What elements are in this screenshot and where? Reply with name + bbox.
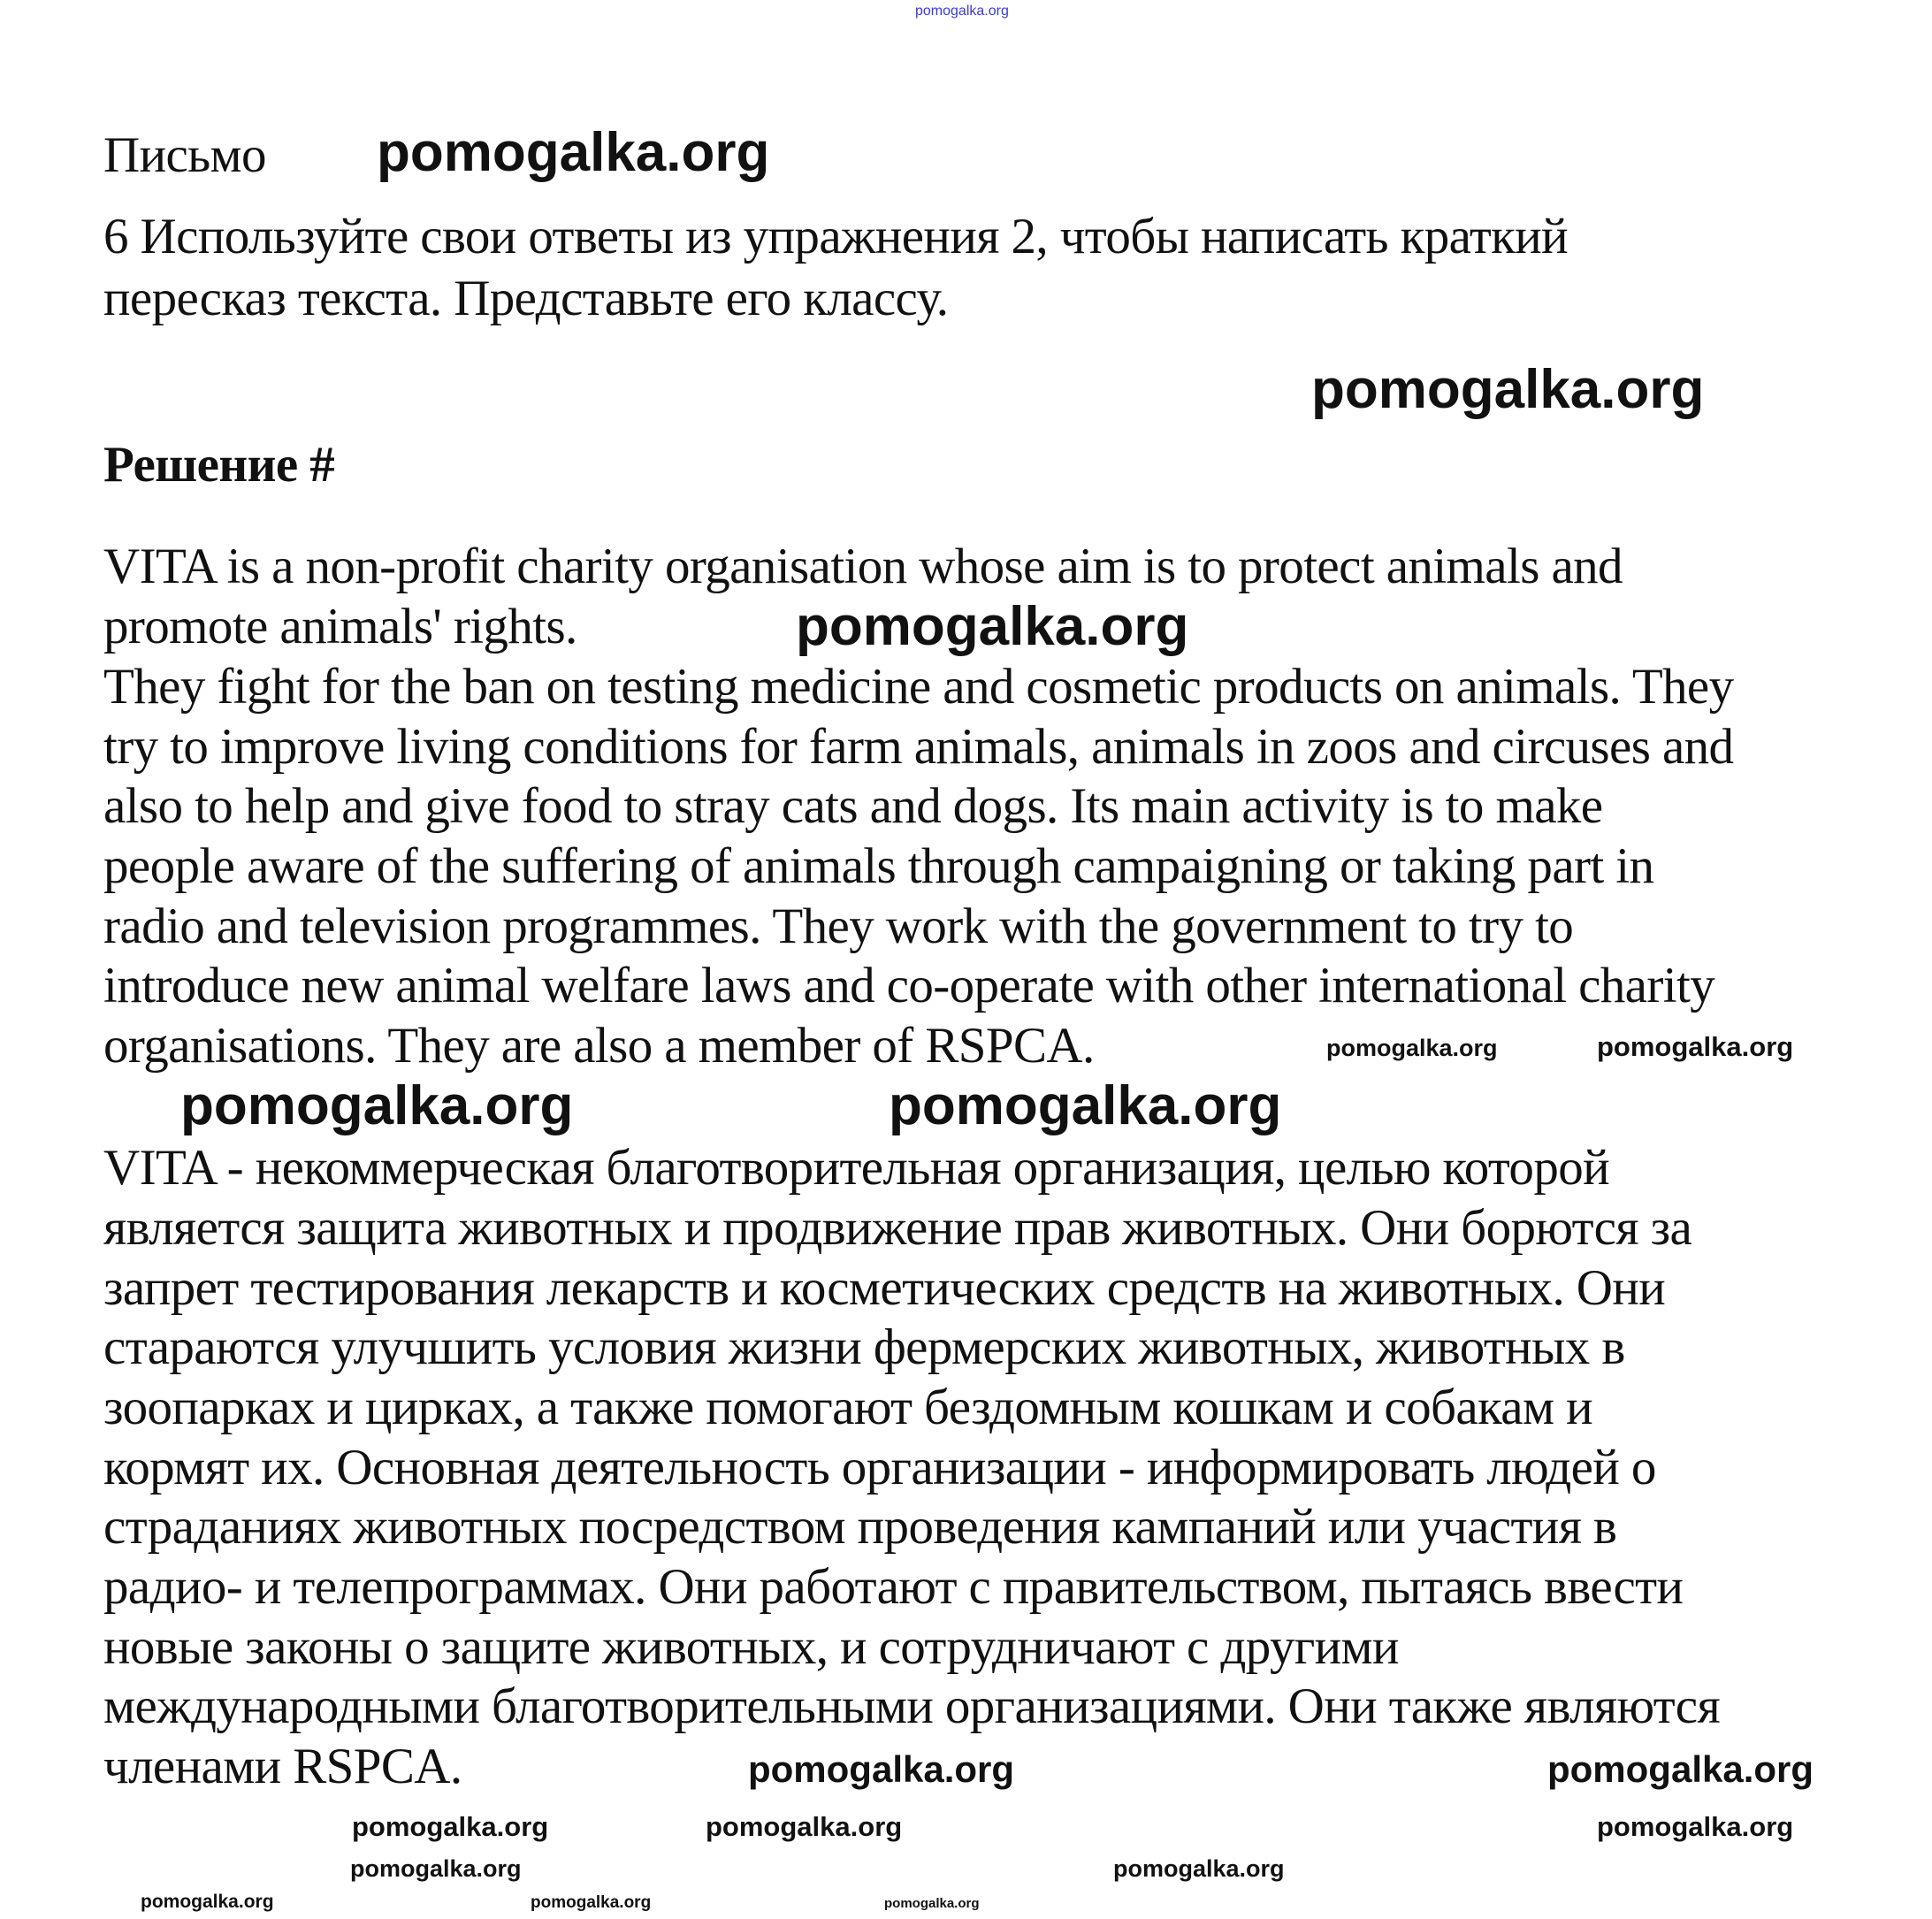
watermark: pomogalka.org [1311,359,1705,420]
russian-line: является защита животных и продвижение прав животных. Они борются за [103,1200,1692,1256]
watermark: pomogalka.org [180,1075,574,1136]
english-line: people aware of the suffering of animals through campaigning or taking part in [103,838,1654,894]
english-line: radio and television programmes. They work with the government to try to [103,898,1574,954]
watermark: pomogalka.org [377,122,770,183]
header-watermark[interactable]: pomogalka.org [915,4,1009,19]
english-line: organisations. They are also a member of RSPCA. [103,1018,1095,1074]
watermark: pomogalka.org [1113,1855,1285,1882]
english-line: VITA is a non-profit charity organisation whose aim is to protect animals and [103,539,1623,594]
russian-line: кормят их. Основная деятельность организации - информировать людей о [103,1440,1656,1495]
watermark: pomogalka.org [748,1748,1015,1790]
watermark: pomogalka.org [1547,1748,1814,1790]
watermark: pomogalka.org [352,1811,549,1842]
russian-line: зоопарках и цирках, а также помогают бездомным кошкам и собакам и [103,1380,1593,1435]
task-line: пересказ текста. Представьте его классу. [103,271,949,326]
english-line: try to improve living conditions for farm animals, animals in zoos and circuses and [103,719,1734,775]
section-title: Письмо [103,127,266,183]
russian-line: страданиях животных посредством проведения кампаний или участия в [103,1499,1617,1555]
solution-heading: Решение # [103,437,335,493]
russian-line: стараются улучшить условия жизни фермерских животных, животных в [103,1319,1625,1375]
watermark: pomogalka.org [1597,1031,1794,1062]
watermark: pomogalka.org [1326,1035,1498,1061]
russian-line: новые законы о защите животных, и сотрудничают с другими [103,1619,1399,1675]
english-line: promote animals' rights. [103,599,577,654]
watermark: pomogalka.org [884,1896,980,1911]
russian-line: VITA - некоммерческая благотворительная организация, целью которой [103,1140,1610,1196]
watermark: pomogalka.org [1597,1811,1794,1842]
english-line: introduce new animal welfare laws and co-operate with other international charity [103,958,1715,1013]
english-line: They fight for the ban on testing medicine and cosmetic products on animals. They [103,659,1734,715]
russian-line: запрет тестирования лекарств и косметических средств на животных. Они [103,1260,1666,1316]
russian-line: членами RSPCA. [103,1739,462,1794]
task-line: 6 Используйте свои ответы из упражнения 2, чтобы написать краткий [103,209,1569,264]
english-line: also to help and give food to stray cats and dogs. Its main activity is to make [103,778,1603,834]
watermark: pomogalka.org [141,1892,274,1912]
watermark: pomogalka.org [706,1811,903,1842]
watermark: pomogalka.org [531,1893,652,1912]
watermark: pomogalka.org [350,1855,522,1882]
russian-line: международными благотворительными организациями. Они также являются [103,1678,1721,1734]
watermark: pomogalka.org [889,1075,1282,1136]
watermark: pomogalka.org [796,596,1189,657]
russian-line: радио- и телепрограммах. Они работают с правительством, пытаясь ввести [103,1559,1684,1615]
